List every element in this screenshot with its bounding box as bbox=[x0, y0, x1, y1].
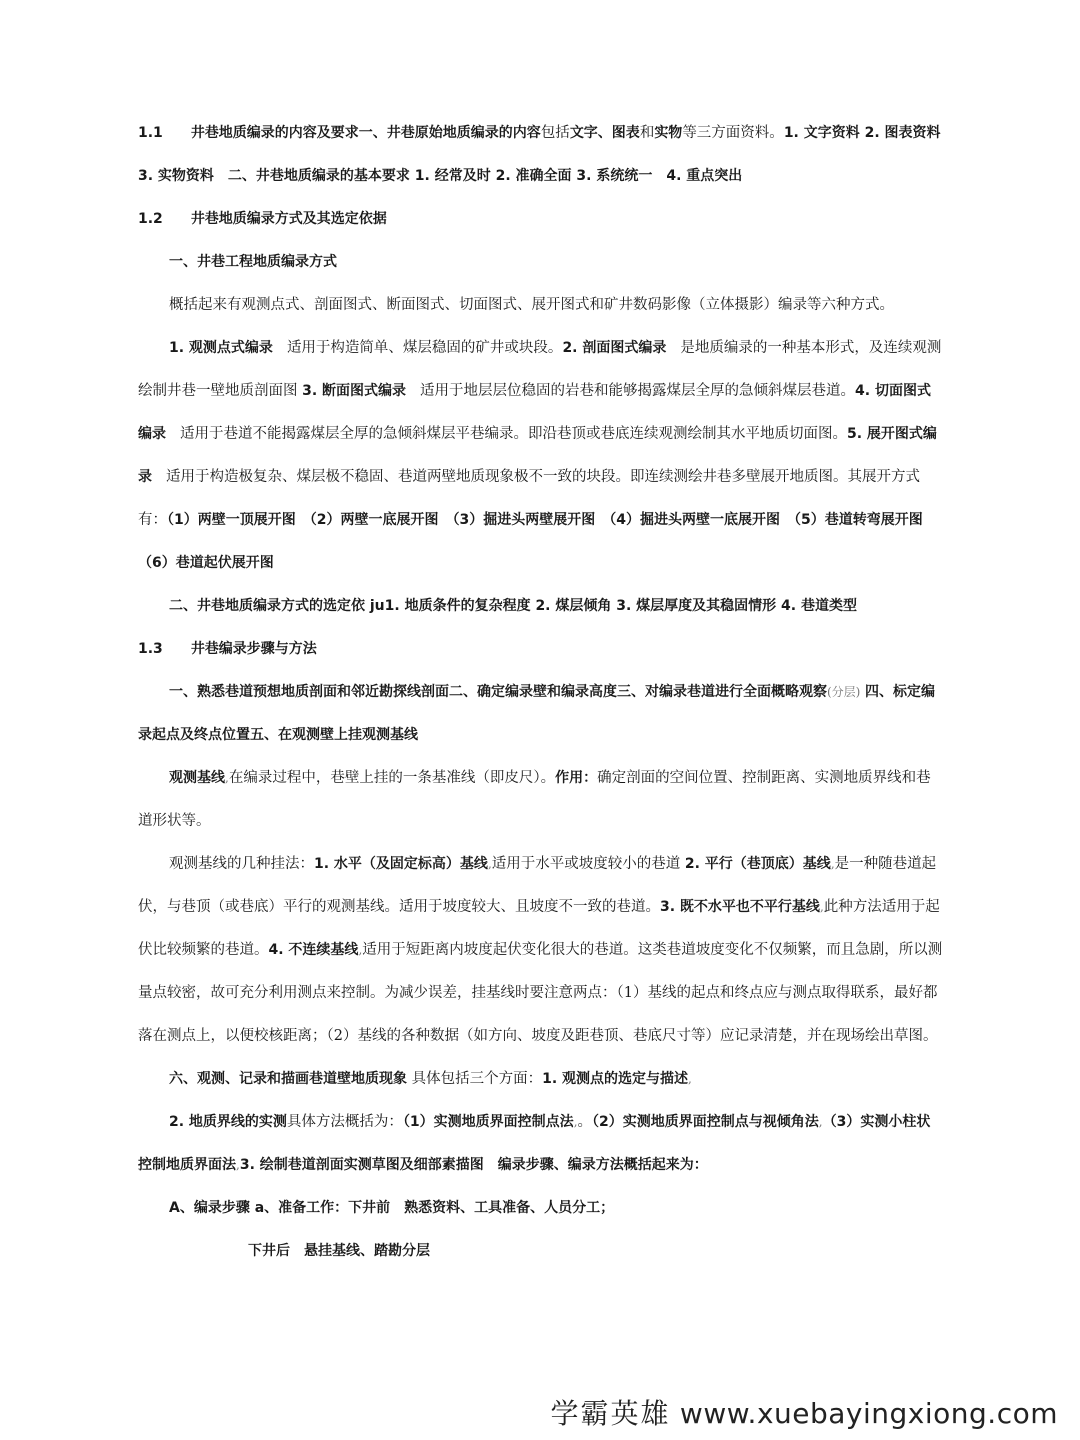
section-title: 井巷地质编录方式及其选定依据 bbox=[190, 211, 387, 227]
watermark bbox=[551, 1392, 1059, 1432]
section-number: 1.1 bbox=[138, 125, 163, 141]
heading-6: 六、观测、记录和描画巷道壁地质现象 具体包括三个方面：1. 观测点的选定与描述, bbox=[169, 1071, 692, 1087]
section-title: 井巷编录步骤与方法 bbox=[190, 641, 317, 657]
heading-1: 一、井巷工程地质编录方式 bbox=[169, 254, 337, 270]
step-a-continued: 下井后 悬挂基线、踏勘分层 bbox=[248, 1243, 430, 1259]
watermark-url: www.xuebayingxiong.com bbox=[679, 1397, 1058, 1430]
document-body bbox=[138, 112, 955, 1273]
boundary-paragraph: 2. 地质界线的实测具体方法概括为：（1）实测地质界面控制点法,。（2）实测地质界面控制点与视倾角法,（3）实测小柱状控制地质界面法,3. 绘制巷道剖面实测草图及细部素描图 编录步骤、编录方法概括起来为： bbox=[138, 1114, 931, 1173]
section-number: 1.3 bbox=[138, 641, 163, 657]
section-1-1: 1.1 井巷地质编录的内容及要求一、井巷原始地质编录的内容包括文字、图表和实物等三方面资料。1. 文字资料 2. 图表资料 3. 实物资料 二、井巷地质编录的基本要求 1. 经常及时 2. 准确全面 3. 系统统一 4. 重点突出 bbox=[138, 125, 955, 184]
step-a: A、编录步骤 a、准备工作：下井前 熟悉资料、工具准备、人员分工； bbox=[169, 1200, 615, 1216]
methods-paragraph: 1. 观测点式编录 适用于构造简单、煤层稳固的矿井或块段。2. 剖面图式编录 是地质编录的一种基本形式，及连续观测绘制井巷一壁地质剖面图 3. 断面图式编录 适用于地层层位稳固的岩巷和能够揭露煤层全厚的急倾斜煤层巷道。4. 切面图式编录 适用于巷道不能揭露煤层全厚的急倾斜煤层平巷编录。即沿巷顶或巷底连续观测绘制其水平地质切面图。5. 展开图式编录 适用于构造极复杂、煤层极不稳固、巷道两壁地质现象极不一致的块段。即连续测绘井巷多壁展开地质图。其展开方式有：（1）两壁一顶展开图 （2）两壁一底展开图 （3）掘进头两壁展开图 （4）掘进头两壁一底展开图 （5）巷道转弯展开图 （6）巷道起伏展开图 bbox=[138, 340, 942, 571]
section-1-2 bbox=[138, 198, 944, 241]
summary-paragraph: 概括起来有观测点式、剖面图式、断面图式、切面图式、展开图式和矿井数码影像（立体摄影）编录等六种方式。 bbox=[169, 297, 894, 313]
hanging-methods-paragraph: 观测基线的几种挂法：1. 水平（及固定标高）基线,适用于水平或坡度较小的巷道 2. 平行（巷顶底）基线,是一种随巷道起伏，与巷顶（或巷底）平行的观测基线。适用于坡度较大、且坡度不一致的巷道。3. 既不水平也不平行基线,此种方法适用于起伏比较频繁的巷道。4. 不连续基线,适用于短距离内坡度起伏变化很大的巷道。这类巷道坡度变化不仅频繁，而且急剧，所以测量点较密，故可充分利用测点来控制。为减少误差，挂基线时要注意两点：（1）基线的起点和终点应与测点取得联系，最好都落在测点上，以便校核距离；（2）基线的各种数据（如方向、坡度及距巷顶、巷底尺寸等）应记录清楚，并在现场绘出草图。 bbox=[138, 856, 943, 1044]
baseline-paragraph: 观测基线,在编录过程中，巷壁上挂的一条基准线（即皮尺）。作用：确定剖面的空间位置、控制距离、实测地质界线和巷道形状等。 bbox=[138, 770, 931, 829]
section-number: 1.2 bbox=[138, 211, 163, 227]
heading-2: 二、井巷地质编录方式的选定依 ju1. 地质条件的复杂程度 2. 煤层倾角 3. 煤层厚度及其稳固情形 4. 巷道类型 bbox=[169, 598, 857, 614]
steps-paragraph: 一、熟悉巷道预想地质剖面和邻近勘探线剖面二、确定编录壁和编录高度三、对编录巷道进行全面概略观察(分层) 四、标定编录起点及终点位置五、在观测壁上挂观测基线 bbox=[138, 684, 935, 743]
watermark-cn: 学霸英雄 bbox=[550, 1397, 671, 1430]
handwritten-note: (分层) bbox=[827, 685, 861, 699]
section-1-3 bbox=[138, 628, 944, 671]
